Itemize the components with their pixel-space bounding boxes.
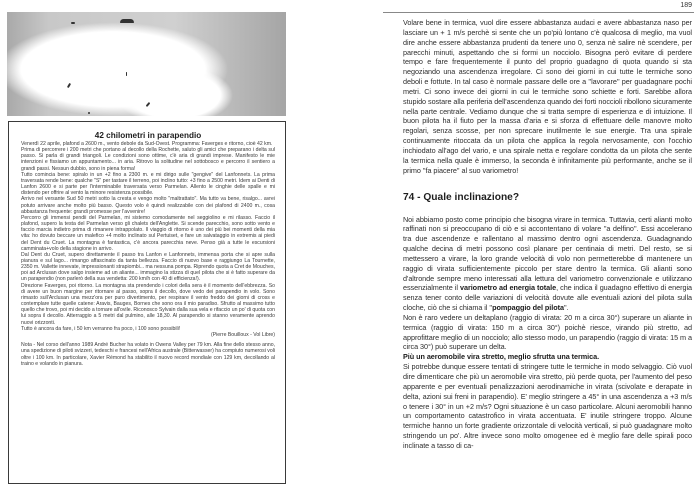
- paraglider-icon: [126, 72, 127, 76]
- story-body: [21, 141, 275, 332]
- section-paragraph: [403, 215, 692, 313]
- story-note: [21, 342, 275, 367]
- note-text: Nota - Nel corso dell'anno 1989 André Bucher ha volato in Owens Valley per 79 km. Alla fine dello stesso anno, una spedizione di piloti svizzeri, tedeschi e francesi nell'Africa australe (Bitterwasser) ha compiuto numerosi voli oltre i 100 km. In particolare, Xavier Rémond ha stabilito il nuovo record mondiale con 129 km, decollando al traino e volando in pianura.: [21, 342, 275, 367]
- paraglider-icon: [67, 83, 71, 88]
- paraglider-icon: [146, 102, 151, 107]
- bold-term-pompaggio: pompaggio del pilota: [492, 303, 564, 313]
- right-page: [350, 0, 700, 499]
- text-run: ''.: [563, 303, 569, 313]
- paraglider-icon: [88, 112, 90, 114]
- story-signature: (Pierre Bouilloux - Vol Libre): [211, 331, 275, 338]
- section-paragraph: Si potrebbe dunque essere tentati di stringere tutte le termiche in modo selvaggio. Ciò vuol dire dimenticare che più un aeromobile vira stretto, più perde quota, per l'aumento del peso apparente e per eventuali penalizzazioni aerodinamiche in virata (scivolate e derapate in delta, azioni sui freni in parapendio). E' meglio stringere a 45° in una ascendenza a +3 m/s o tenere i 30° in un +2 m/s? Ogni situazione è un caso particolare. Alcuni aeromobili hanno un comportamento catastrofico in virata accentuata. E' inutile stringere troppo. Alcune termiche hanno un forte gradiente orizzontale di velocità verticali, si può guadagnare molto stringendo un po'. Altre invece sono molto omogenee ed è meglio fare delle spirali poco inclinate a tasso di ca-: [403, 362, 692, 450]
- bold-term-variometro: variometro ad energia totale: [459, 283, 557, 293]
- text-run: Noi abbiamo posto come principio che bisogna virare in termica. Tuttavia, certi alianti molto raffinati non si preoccupano di ciò e si accontentano di volare ''a delfino''. Essi accelerano tra due ascendenze e rallentano al massimo dentro ogni ascendenza. Guadagnando qualche decina di metri possono così planare per centinaia di metri. Del resto, se si mettessero a virare, la loro grande velocità di volo non permetterebbe di mantenere un raggio di virata sufficientemente piccolo per stare dentro la termica. Gli alianti sono d'altronde sempre meno interessati alla lettura del variometro convenzionale e utilizzano essenzialmente il: [403, 214, 692, 293]
- bold-key-statement: Più un aeromobile vira stretto, meglio sfrutta una termica.: [403, 352, 600, 362]
- paraglider-canopy-icon: [120, 19, 134, 23]
- header-rule: [383, 12, 694, 13]
- story-box: [8, 121, 286, 484]
- right-column: [403, 18, 692, 451]
- story-paragraph: Tutto comincia bene: spiralo in un +2 fino a 2300 m. e mi dirigo sulle "gengive" del Lanfonnets. La prima traversata rende bene: qualche "S" per tastare il terreno, poi inclino tutto: +3 fino a 2500 metri. Idem ai Denti di Lanfon 2600 e si parte per l'interminabile traversata verso Parmelan. Allento le cinghie delle spalle e mi distendo per offrire al vento la minore resistenza possibile.: [21, 171, 275, 197]
- paragliders-photo: [7, 12, 286, 116]
- story-paragraph: Direzione Faverges, poi ritorno. La montagna sta prendendo i colori della sera è il momento dell'ebbrezza. So di avere un buon margine per ritornare al passo, sopra il decollo, dove vedo dei parapendio in volo. Sono rimasto sull'Arclusan una mezz'ora per puro divertimento, per respirare il vento freddo dei giorni di cross e contemplare tutte quelle catene: Aravis, Bauges, Bornes che sono ora il mio paradiso. Sfrutto al massimo tutto quello che trovo, poi mi decido a tornare all'ovile. Riconosco Sylvain dalla sua vela e rifaccio un po' di quota con lui sopra il decollo. Atterraggio a 5 metri dal pulmino, alle 18,30. Al parapendio si stanno veramente aprendo nuovi orizzonti.: [21, 282, 275, 326]
- story-paragraph: Tutto è ancora da fare, i 50 km verranno fra poco, i 100 sono possibili!: [21, 325, 181, 332]
- story-paragraph: Prima di percorrere i 200 metri che portano al decollo della Rochette, saluto gli amici che preparano i delta sul passo. Si parla di grandi triangoli. Le condizioni sono ottime, c'è aria di grandi imprese. Manifesto le mie intenzioni e fissiamo un appuntamento... in aria. Ritrovo la solitudine nel sottobosco e percorro il sentiero a grandi passi. Nessun dubbio, sono in piena forma!: [21, 147, 275, 172]
- intro-paragraph: Volare bene in termica, vuol dire essere abbastanza audaci e avere abbastanza naso per lasciare un + 1 m/s perchè si sente che un po'più lontano c'è qualcosa di meglio, ma vuol dire anche essere abbastanza prudenti da tenere uno 0, senza nè salire nè scendere, per parecchi minuti, aspettando che si formi un nocciolo. Bisogna però evitare di perdere tempo e fare frequentemente il punto del proprio guadagno di quota quando si sta negoziando una ascendenza irregolare. Ci sono dei giorni in cui tutte le termiche sono deboli e fottute. In tal caso è normale passare delle ore a ''lavorare'' per guadagnare pochi metri. Ci sono invece dei giorni in cui le termiche sono schiette e forti. Sarebbe allora stupido sostare alla periferia dell'ascendenza quando dei forti noccioli ribollono sicuramente nella parte centrale. Vediamo dunque che si tratta sempre di esperienza e di intuizione. Il buon pilota ha il fiuto per la massa d'aria e si sforza di effettuare delle manovre molto regolari, senza scosse, per non sprecare inutilmente le sue energie. Tra una spirale continuamente ritoccata da un pilota che applica la regola nervosamente, con l'occhio inchiodato all'ago del vario, e una spirale netta e regolare condotta da un pilota che sente la termica nella quale è immerso, la seconda è infinitamente più performante, anche se il primo ''fa piacere'' al suo variometro!: [403, 18, 692, 175]
- story-title: 42 chilometri in parapendio: [94, 131, 202, 140]
- story-paragraph: Percorro gli immensi pendii del Parmelan, mi sistemo comodamente nel seggiolino e mi rilasso. Faccio il plafond, supero la testa del Parmelan verso gli chalets dell'Anglette. Si scende parecchio, sono sotto vento e faccio marcia indietro prima di rimanere intrappolato. Il viaggio di ritorno è uno dei più bei momenti della mia vita: ho dovuto beccare un malefico +4 molto inclinato sul Pertuiset, e fare un salvataggio in extremis ai piedi del Dent du Cruet. La montagna è fantastica, c'è ancora parecchia neve. Penso già a tutte le escursioni camminata+volo della stagione in arrivo.: [21, 214, 275, 252]
- story-paragraph: Arrivo nel versante Sud 50 metri sotto la cresta e vengo molto "maltrattato". Ma tutto va bene, risalgo... avrei potuto arrivare anche molto più basso. Questo volo è quindi realizzabile con dei plafond di 2400 m., cosa abbastanza frequente: grandi promesse per l'avvenire!: [21, 196, 275, 215]
- text-run: , che indica il guadagno effettivo di energia senza tener conto delle variazioni di velocità dovute alle eventuali azioni del pilota sulla cloche, ciò che si chiama il '': [403, 283, 692, 313]
- section-heading: 74 - Quale inclinazione?: [403, 191, 520, 203]
- story-paragraph: Venerdì 22 aprile, plafond a 2600 m., vento debole da Sud-Ovest. Programma: Faverges e ritorno, cioè 42 km.: [21, 141, 273, 147]
- paraglider-icon: [71, 22, 75, 24]
- story-paragraph: Dal Dent du Cruet, supero direttamente il passo tra Lanfon e Lanfonnets, immensa porta che si apre sulla pianura e sul lago... rimango affascinato da tanta bellezza. Faccio di nuovo base e raggiungo La Tournette, 2350 m. Vallette innevate, impressionanti strapiombi... ma nessuna pompa. Riprendo quota a Cret de Mouches, poi ad Arclusan dove salgo insieme ad un aliante... immagino la stizza di quel pilota che si è fatto superare da un parapendio (non parlerò della sua vendetta: 200 km/h con 40 di efficienza!).: [21, 251, 275, 283]
- key-statement: [403, 352, 692, 362]
- section-paragraph: Non è raro vedere un deltaplano (raggio di virata: 20 m a circa 30°) superare un aliante in termica (raggio di virata: 150 m a circa 30°) poichè riesce, virando più stretto, ad approfittare meglio di un nocciolo; allo stesso modo, un parapendio (raggio di virata: 15 m a circa 30°) può superare un delta.: [403, 312, 692, 352]
- page-number: 189: [680, 2, 692, 9]
